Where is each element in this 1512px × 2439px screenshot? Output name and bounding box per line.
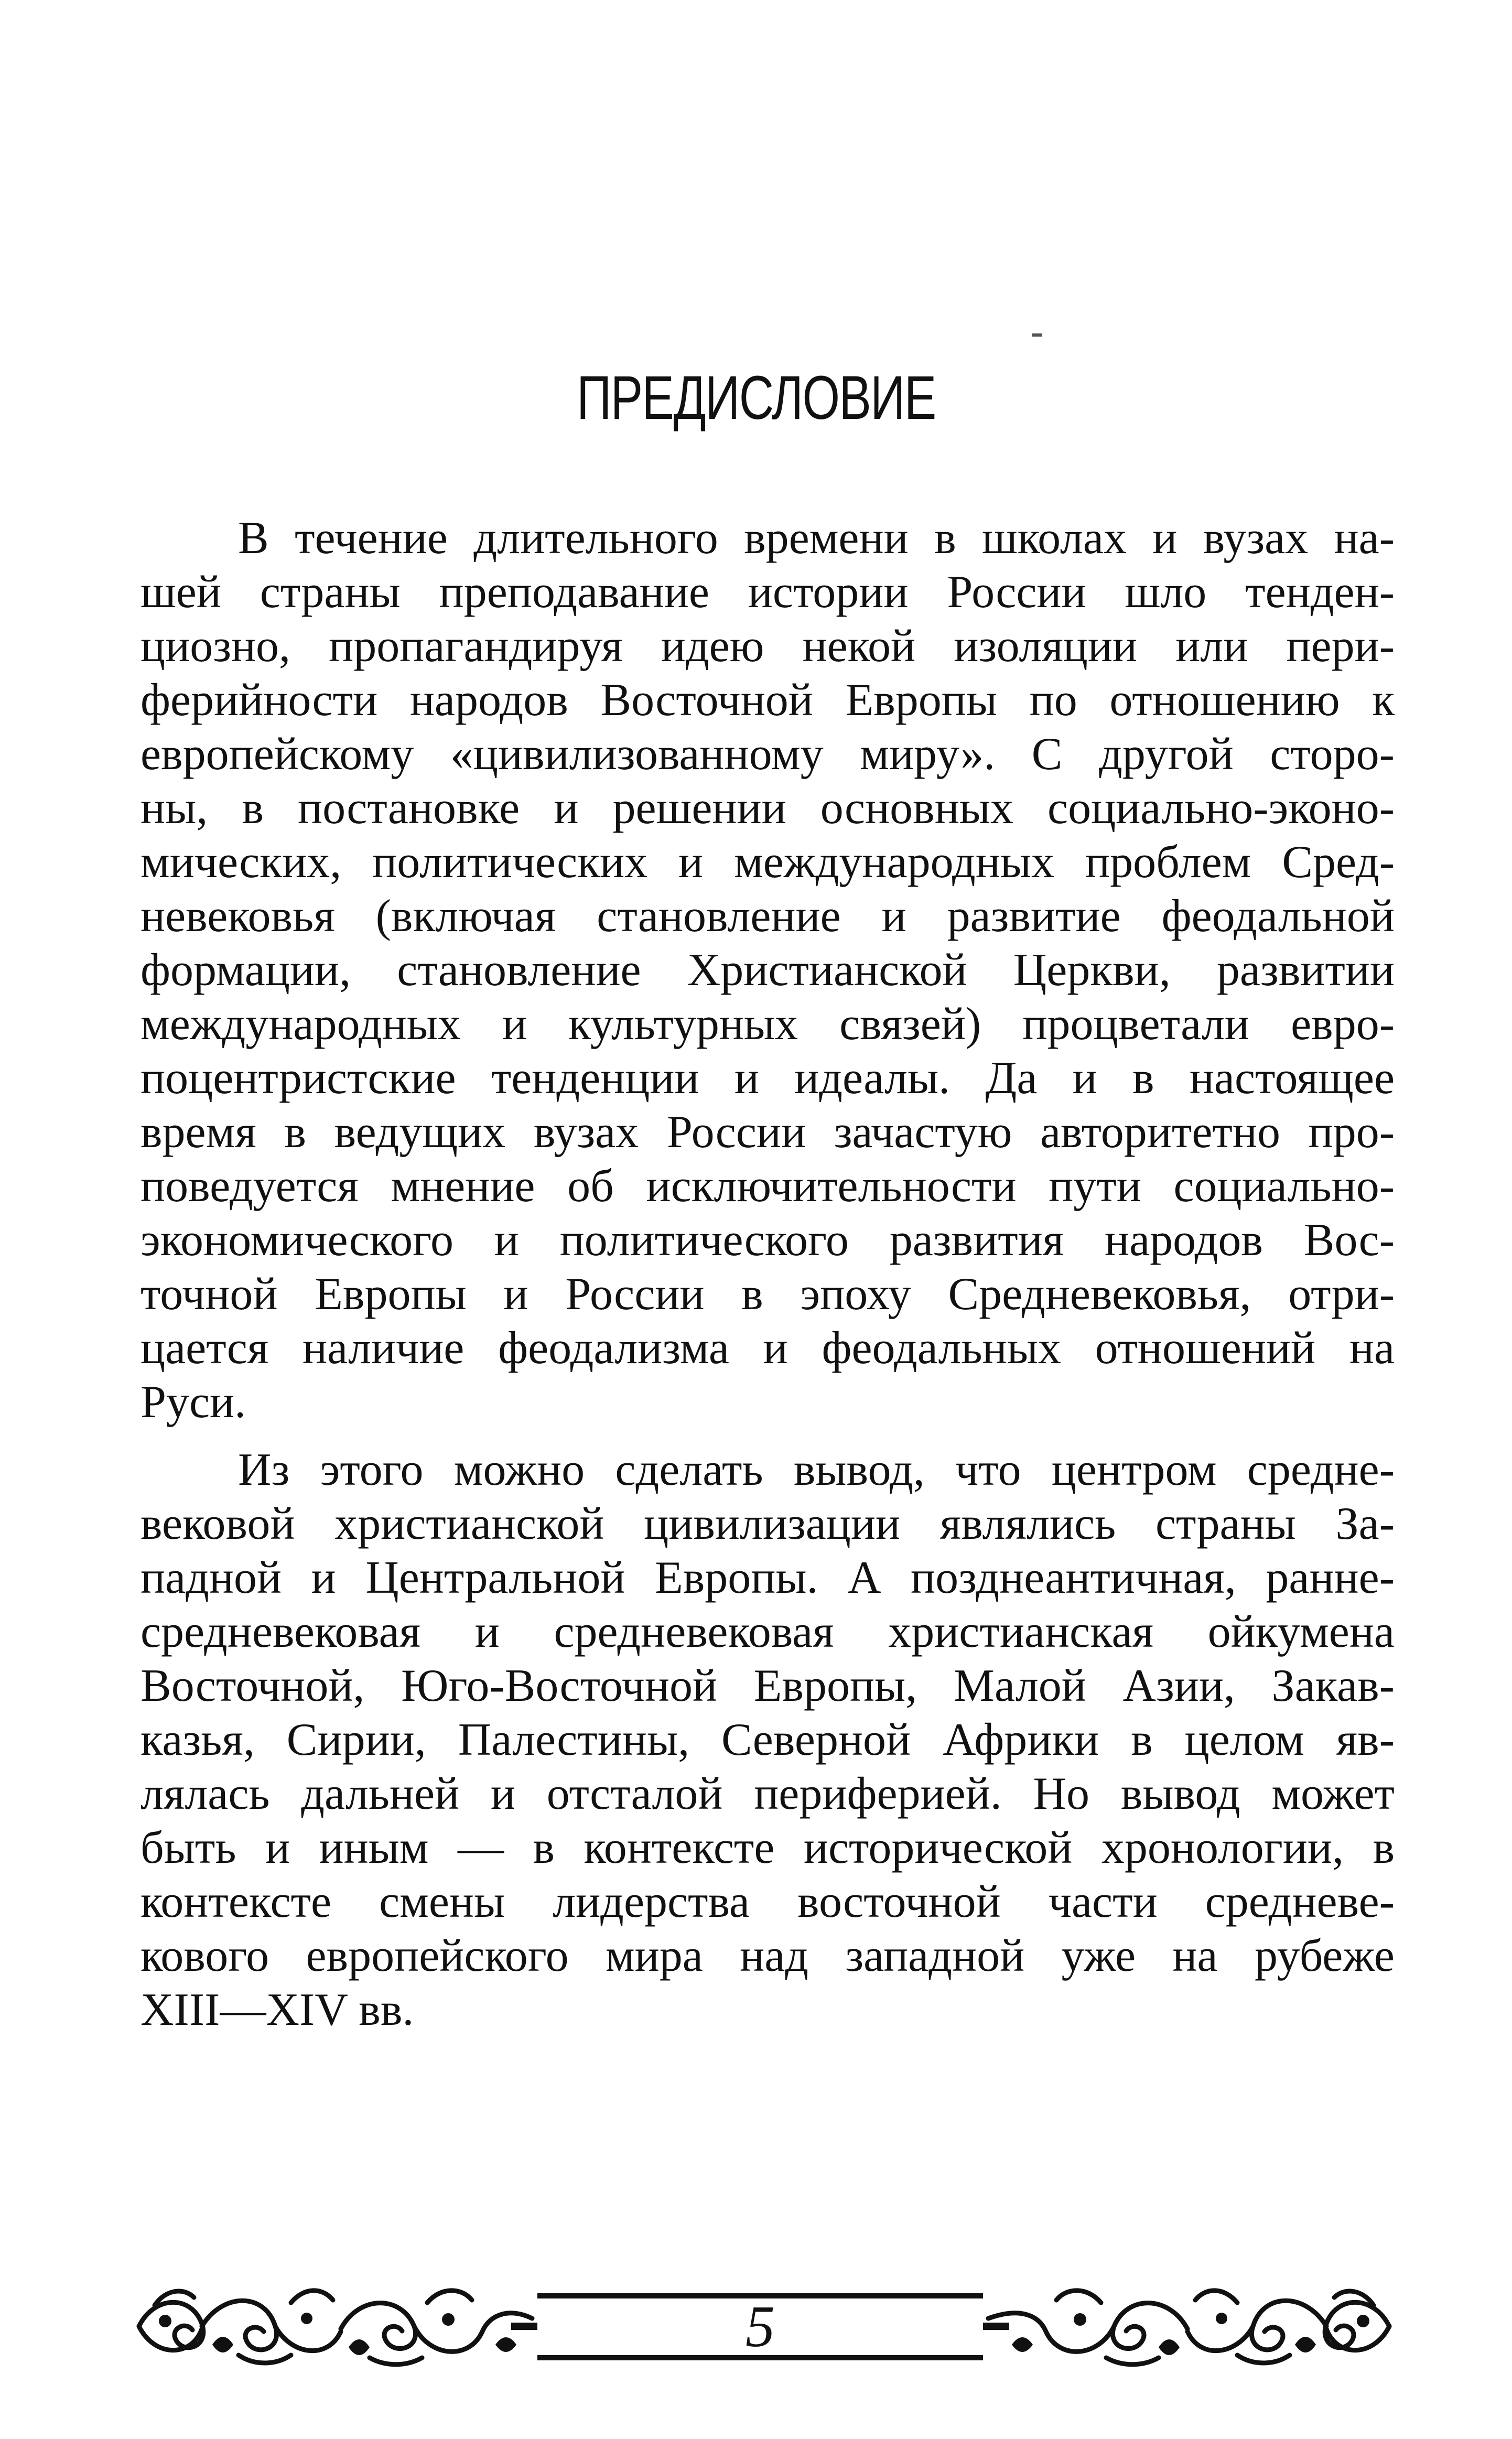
text-line: Руси. [141, 1377, 246, 1428]
text-line: экономического и политического развития народов Вос- [141, 1215, 1395, 1266]
text-line: Из этого можно сделать вывод, что центром средне- [238, 1444, 1395, 1495]
text-line: Восточной, Юго-Восточной Европы, Малой Азии, Закав- [141, 1660, 1395, 1711]
text-line: ферийности народов Восточной Европы по отношению к [141, 675, 1395, 726]
right-ornament-icon [983, 2282, 1395, 2371]
text-line: время в ведущих вузах России зачастую авторитетно про- [141, 1107, 1395, 1158]
text-line: быть и иным — в контексте исторической хронологии, в [141, 1822, 1395, 1873]
text-line: поведуется мнение об исключительности пути социально- [141, 1161, 1395, 1212]
body-text [141, 511, 1395, 2037]
text-line: ны, в постановке и решении основных социально-эконо- [141, 783, 1395, 834]
text-line: поцентристские тенденции и идеалы. Да и в настоящее [141, 1053, 1395, 1104]
text-line: вековой христианской цивилизации являлись страны За- [141, 1498, 1395, 1549]
text-line: казья, Сирии, Палестины, Северной Африки в целом яв- [141, 1714, 1395, 1765]
left-ornament-icon [134, 2282, 537, 2371]
text-line: цается наличие феодализма и феодальных отношений на [141, 1323, 1395, 1374]
paragraph-gap [141, 1429, 1395, 1443]
page-footer [134, 2282, 1395, 2371]
text-line: В течение длительного времени в школах и вузах на- [238, 513, 1395, 564]
text-line: формации, становление Христианской Церкви, развитии [141, 945, 1395, 996]
paragraph-1 [141, 511, 1395, 1429]
text-line: мических, политических и международных проблем Сред- [141, 837, 1395, 888]
page-number-box [537, 2293, 983, 2360]
text-line: падной и Центральной Европы. А позднеантичная, ранне- [141, 1552, 1395, 1603]
page-number: 5 [746, 2294, 775, 2359]
text-line: шей страны преподавание истории России шло тенден- [141, 567, 1395, 618]
text-line: точной Европы и России в эпоху Средневековья, отри- [141, 1269, 1395, 1320]
text-line: невековья (включая становление и развитие феодальной [141, 891, 1395, 942]
text-line: XIII—XIV вв. [141, 1984, 414, 2035]
chapter-title: ПРЕДИСЛОВИЕ [577, 363, 936, 433]
text-line: циозно, пропагандируя идею некой изоляции или пери- [141, 621, 1395, 672]
text-line: европейскому «цивилизованному миру». С другой сторо- [141, 729, 1395, 780]
text-line: контексте смены лидерства восточной части средневе- [141, 1876, 1395, 1927]
text-line: средневековая и средневековая христианская ойкумена [141, 1606, 1395, 1657]
print-speck [1032, 333, 1042, 337]
text-line: международных и культурных связей) процветали евро- [141, 999, 1395, 1050]
text-line: кового европейского мира над западной уже на рубеже [141, 1930, 1395, 1981]
text-line: лялась дальней и отсталой периферией. Но вывод может [141, 1768, 1395, 1819]
paragraph-2 [141, 1443, 1395, 2037]
